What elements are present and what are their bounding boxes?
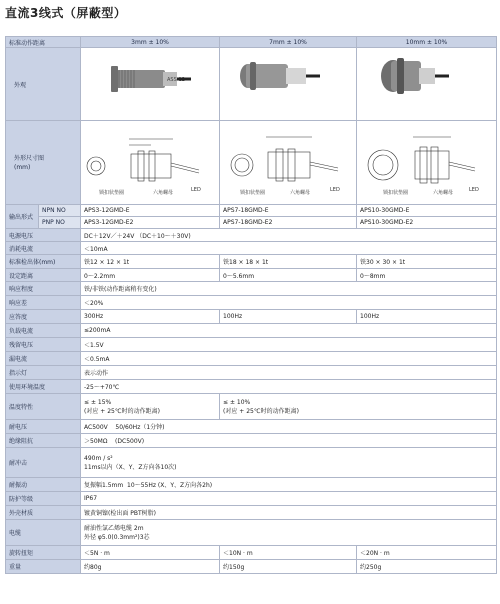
drawing-label-nut-1: 六角螺母 (153, 190, 174, 196)
dimension-drawing-m12 (81, 121, 220, 205)
set-distance-2: 0～5.6mm (220, 269, 357, 282)
pnp-label: PNP NO (39, 217, 81, 229)
torque-label: 旋转扭矩 (6, 546, 81, 560)
drawing-label-locknut-1: 锁扣状垫圈 (99, 190, 125, 196)
temp-char-row (6, 394, 497, 420)
set-distance-3: 0～8mm (357, 269, 497, 282)
temp-char-value-a (81, 394, 220, 420)
insulation-row (6, 434, 497, 448)
shock-value (81, 448, 497, 478)
housing-value: 镀黄铜镍(检出面 PBT树脂) (81, 506, 497, 520)
npn-model-2: APS7-18GMD-E (220, 205, 357, 217)
vibration-row (6, 478, 497, 492)
set-distance-label: 设定距离 (6, 269, 81, 282)
insulation-value: ＞50MΩ (DC500V) (81, 434, 497, 448)
cable-label: 电缆 (6, 520, 81, 546)
hysteresis-label: 响应差 (6, 296, 81, 310)
cable-value (81, 520, 497, 546)
drawing-label-nut-2: 六角螺母 (290, 190, 311, 196)
drawing-label-locknut-3: 锁扣状垫圈 (383, 190, 409, 196)
housing-label: 外壳材质 (6, 506, 81, 520)
sensor-photo-m18 (220, 48, 357, 121)
temp-char-b-line1: ≤ ± 10% (223, 398, 251, 406)
hysteresis-row (6, 296, 497, 310)
vibration-label: 耐振动 (6, 478, 81, 492)
std-target-2: 铁18 × 18 × 1t (220, 255, 357, 269)
torque-1: ＜5N · m (81, 546, 220, 560)
std-target-1: 铁12 × 12 × 1t (81, 255, 220, 269)
temp-char-a-line2: (对应 + 25℃时的动作距离) (84, 407, 160, 415)
residual-voltage-label: 残留电压 (6, 338, 81, 352)
shock-line2: 11ms以内（X、Y、Z方向各10次) (84, 463, 177, 471)
hysteresis-value: ＜20% (81, 296, 497, 310)
npn-model-1: APS3-12GMD-E (81, 205, 220, 217)
cable-row (6, 520, 497, 546)
temp-char-a-line1: ≤ ± 15% (84, 398, 112, 406)
response-freq-2: 100Hz (220, 310, 357, 324)
shock-line1: 490m / s² (84, 454, 113, 462)
residual-voltage-row (6, 338, 497, 352)
cable-line1: 耐油性氯乙烯电缆 2m (84, 524, 144, 532)
drawing-label-led-1: LED (191, 187, 201, 193)
distance-change-value: 铁/非铁(动作距离稍有变化) (81, 282, 497, 296)
page-title: 直流3线式（屏蔽型） (5, 6, 127, 20)
npn-model-3: APS10-30GMD-E (357, 205, 497, 217)
voltage-withstand-label: 耐电压 (6, 420, 81, 434)
response-freq-3: 100Hz (357, 310, 497, 324)
std-target-3: 铁30 × 30 × 1t (357, 255, 497, 269)
header-col-1: 3mm ± 10% (81, 37, 220, 48)
supply-voltage-row (6, 229, 497, 242)
weight-label: 重量 (6, 560, 81, 574)
ambient-temp-row (6, 380, 497, 394)
leakage-label: 漏电流 (6, 352, 81, 366)
dimension-label-text: 外形尺寸图 (mm) (14, 154, 45, 171)
dimension-row (6, 121, 497, 205)
protection-label: 防护等级 (6, 492, 81, 506)
leakage-value: ＜0.5mA (81, 352, 497, 366)
torque-3: ＜20N · m (357, 546, 497, 560)
insulation-label: 绝缘阻抗 (6, 434, 81, 448)
set-distance-1: 0～2.2mm (81, 269, 220, 282)
ambient-temp-label: 使用环境温度 (6, 380, 81, 394)
spec-table (5, 36, 497, 574)
cable-line2: 外径 φ5.0(0.3mm²)3芯 (84, 533, 150, 541)
residual-voltage-value: ＜1.5V (81, 338, 497, 352)
header-col-3: 10mm ± 10% (357, 37, 497, 48)
ambient-temp-value: -25～+70℃ (81, 380, 497, 394)
weight-1: 约80g (81, 560, 220, 574)
temp-char-label: 温度特性 (6, 394, 81, 420)
leakage-row (6, 352, 497, 366)
appearance-label: 外观 (6, 48, 81, 121)
drawing-label-locknut-2: 锁扣状垫圈 (240, 190, 266, 196)
npn-row (6, 205, 497, 217)
response-freq-label: 应答度 (6, 310, 81, 324)
weight-2: 约150g (220, 560, 357, 574)
std-target-row (6, 255, 497, 269)
supply-voltage-label: 电源电压 (6, 229, 81, 242)
shock-row (6, 448, 497, 478)
svg-text:ASS-12: ASS-12 (167, 77, 185, 83)
sensor-photo-m30 (357, 48, 497, 121)
current-row (6, 242, 497, 255)
torque-row (6, 546, 497, 560)
header-label: 标准动作距离 (6, 37, 81, 48)
supply-voltage-value: DC＋12V／＋24V （DC＋10～＋30V) (81, 229, 497, 242)
response-freq-1: 300Hz (81, 310, 220, 324)
appearance-row (6, 48, 497, 121)
pnp-model-1: APS3-12GMD-E2 (81, 217, 220, 229)
pnp-model-3: APS10-30GMD-E2 (357, 217, 497, 229)
output-form-label: 输出形式 (6, 205, 39, 229)
weight-3: 约250g (357, 560, 497, 574)
header-col-2: 7mm ± 10% (220, 37, 357, 48)
housing-row (6, 506, 497, 520)
temp-char-b-line2: (对应 + 25℃时的动作距离) (223, 407, 299, 415)
voltage-withstand-row (6, 420, 497, 434)
load-current-value: ≤200mA (81, 324, 497, 338)
dimension-label (6, 121, 81, 205)
npn-label: NPN NO (39, 205, 81, 217)
pnp-model-2: APS7-18GMD-E2 (220, 217, 357, 229)
current-value: ＜10mA (81, 242, 497, 255)
load-current-label: 负载电流 (6, 324, 81, 338)
indicator-label: 指示灯 (6, 366, 81, 380)
sensor-photo-m12 (81, 48, 220, 121)
response-freq-row (6, 310, 497, 324)
distance-change-label: 响应程度 (6, 282, 81, 296)
distance-change-row (6, 282, 497, 296)
dimension-drawing-m18 (220, 121, 357, 205)
std-target-label: 标准检出体(mm) (6, 255, 81, 269)
weight-row (6, 560, 497, 574)
voltage-withstand-value: AC500V 50/60Hz（1分钟) (81, 420, 497, 434)
load-current-row (6, 324, 497, 338)
drawing-label-led-2: LED (330, 187, 340, 193)
protection-value: IP67 (81, 492, 497, 506)
pnp-row (6, 217, 497, 229)
drawing-label-nut-3: 六角螺母 (433, 190, 454, 196)
protection-row (6, 492, 497, 506)
dimension-drawing-m30 (357, 121, 497, 205)
set-distance-row (6, 269, 497, 282)
vibration-value: 复振幅1.5mm 10～55Hz (X、Y、Z方向各2h) (81, 478, 497, 492)
indicator-row (6, 366, 497, 380)
indicator-value: 表示动作 (81, 366, 497, 380)
current-label: 消耗电流 (6, 242, 81, 255)
header-row (6, 37, 497, 48)
torque-2: ＜10N · m (220, 546, 357, 560)
shock-label: 耐冲击 (6, 448, 81, 478)
drawing-label-led-3: LED (469, 187, 479, 193)
temp-char-value-b (220, 394, 497, 420)
